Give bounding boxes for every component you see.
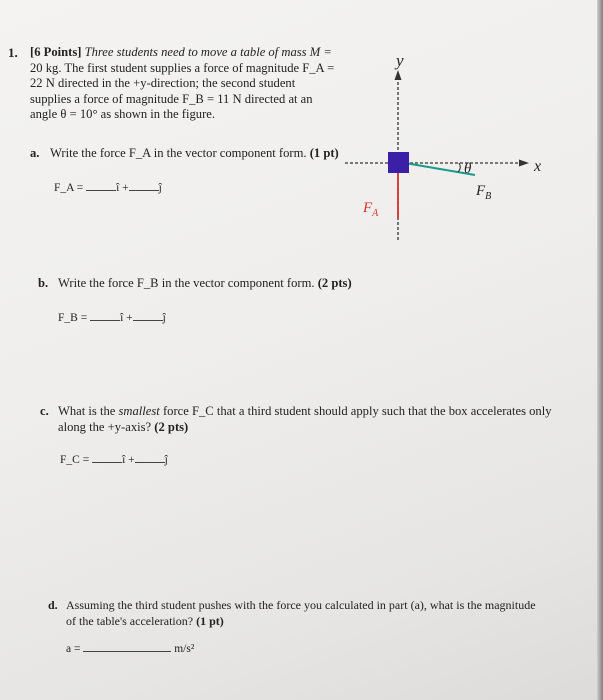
part-a-label: a. bbox=[30, 146, 40, 160]
part-c-emphasis: smallest bbox=[118, 404, 160, 418]
part-c-i-hat: î + bbox=[122, 454, 135, 466]
part-b-j-hat: ĵ bbox=[162, 312, 166, 324]
part-d-text-line2: of the table's acceleration? bbox=[66, 613, 194, 628]
part-c-j-hat: ĵ bbox=[164, 454, 168, 466]
theta-label: θ bbox=[464, 161, 472, 177]
x-axis-label: x bbox=[534, 158, 542, 175]
part-a-j-hat: ĵ bbox=[158, 182, 162, 194]
part-c-line-1 bbox=[40, 404, 560, 420]
part-c-question bbox=[40, 404, 560, 435]
problem-intro bbox=[30, 45, 350, 123]
part-b-answer bbox=[58, 310, 166, 324]
part-b-lhs: F_B = bbox=[58, 312, 88, 324]
part-c-line-2 bbox=[40, 420, 560, 436]
y-axis-label: y bbox=[396, 51, 404, 70]
fb-label: $F_B$ bbox=[476, 183, 492, 202]
part-b-question bbox=[38, 276, 352, 292]
part-a-points: (1 pt) bbox=[309, 146, 339, 160]
part-a-answer bbox=[54, 180, 162, 194]
part-d-answer bbox=[66, 641, 194, 655]
part-a-i-blank[interactable] bbox=[86, 180, 116, 191]
part-d-text: Assuming the third student pushes with the force you calculated in part (a), what is the magnitude bbox=[66, 598, 536, 612]
part-c-text-post: force F_C that a third student should apply such that the box accelerates only bbox=[162, 404, 552, 418]
intro-line-4: supplies a force of magnitude F_B = 11 N directed at an bbox=[30, 91, 313, 106]
part-c-text-line2: along the +y-axis? bbox=[58, 419, 152, 434]
part-c-points: (2 pts) bbox=[154, 419, 189, 434]
force-diagram-svg bbox=[345, 40, 565, 250]
part-a-lhs: F_A = bbox=[54, 182, 84, 194]
part-d-lhs: a = bbox=[66, 643, 81, 655]
intro-line-1 bbox=[30, 45, 350, 61]
part-b-label: b. bbox=[38, 276, 49, 290]
part-d-blank[interactable] bbox=[83, 641, 171, 652]
page-edge-shadow bbox=[597, 0, 603, 700]
part-b-i-blank[interactable] bbox=[90, 310, 120, 321]
part-d-unit: m/s² bbox=[174, 643, 195, 655]
part-b-i-hat: î + bbox=[120, 312, 133, 324]
part-c-answer bbox=[60, 452, 168, 466]
problem-points: [6 Points] bbox=[30, 45, 82, 59]
part-b-j-blank[interactable] bbox=[133, 310, 163, 321]
problem-number: 1. bbox=[8, 45, 18, 60]
part-b-text: Write the force F_B in the vector component form. bbox=[58, 276, 315, 290]
part-c-j-blank[interactable] bbox=[135, 452, 165, 463]
theta-arc bbox=[458, 163, 460, 172]
part-b-points: (2 pts) bbox=[317, 276, 352, 290]
part-d-question bbox=[48, 598, 568, 629]
intro-line-2: 20 kg. The first student supplies a force of magnitude F_A = bbox=[30, 60, 335, 75]
intro-line-5: angle θ = 10° as shown in the figure. bbox=[30, 107, 216, 122]
part-a-i-hat: î + bbox=[116, 182, 129, 194]
part-d-line-2 bbox=[48, 614, 568, 630]
part-c-lhs: F_C = bbox=[60, 454, 90, 466]
table-box bbox=[388, 152, 409, 173]
part-d-line-1 bbox=[48, 598, 568, 614]
part-c-text-pre: What is the bbox=[58, 404, 116, 418]
part-a-text: Write the force F_A in the vector component form. bbox=[50, 146, 307, 160]
fa-label: $F_A$ bbox=[363, 200, 379, 219]
x-axis-arrowhead bbox=[519, 160, 529, 167]
part-c-label: c. bbox=[40, 404, 49, 418]
force-diagram bbox=[345, 40, 565, 250]
intro-text-1: Three students need to move a table of mass M = bbox=[84, 45, 332, 59]
intro-line-3: 22 N directed in the +y-direction; the second student bbox=[30, 76, 296, 91]
y-axis-arrowhead bbox=[395, 70, 402, 80]
part-a-question bbox=[30, 146, 339, 162]
part-a-j-blank[interactable] bbox=[129, 180, 159, 191]
part-c-i-blank[interactable] bbox=[92, 452, 122, 463]
part-d-label: d. bbox=[48, 598, 58, 612]
part-d-points: (1 pt) bbox=[196, 613, 224, 628]
